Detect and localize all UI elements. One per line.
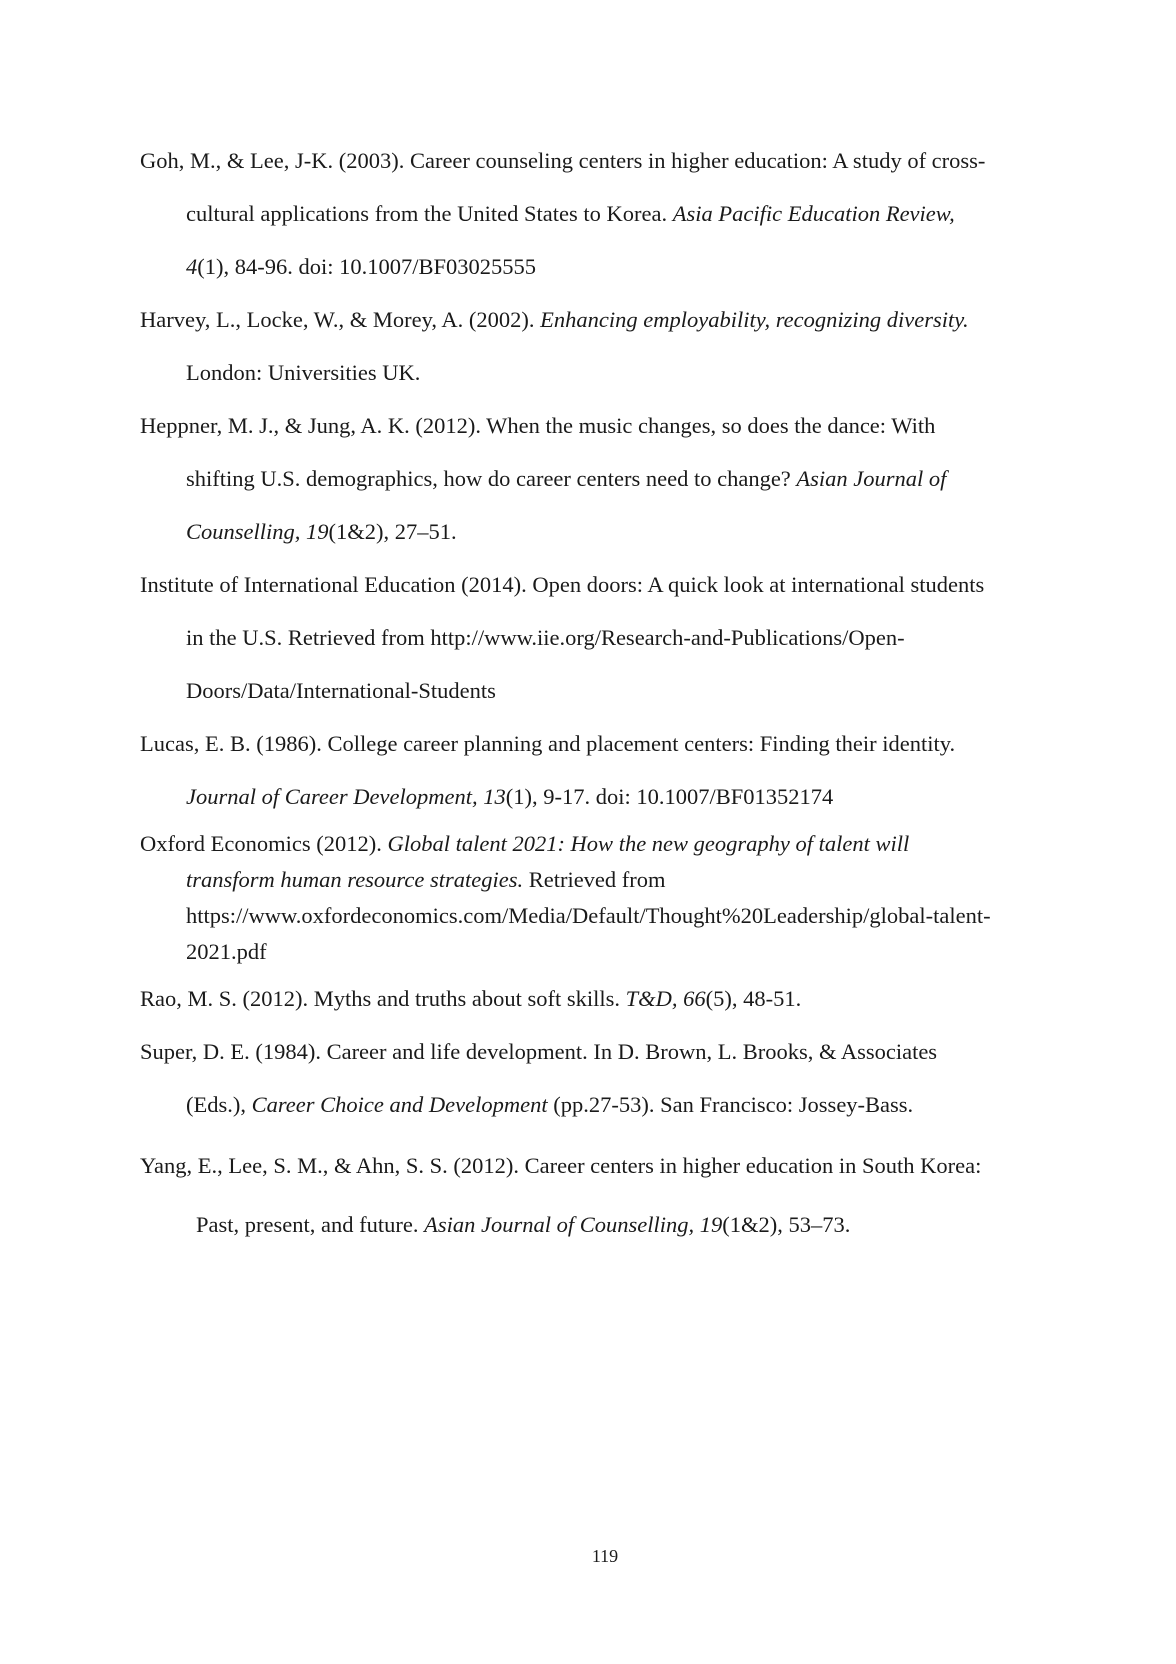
reference-line: Doors/Data/International-Students [186,678,496,703]
book-title: Enhancing employability, recognizing diversity. [540,307,969,332]
journal-title: Asian Journal of [796,466,947,491]
reference-line: in the U.S. Retrieved from http://www.iie.org/Research-and-Publications/Open- [186,625,905,650]
reference-line: Heppner, M. J., & Jung, A. K. (2012). When the music changes, so does the dance: With [140,413,936,438]
reference-line: Yang, E., Lee, S. M., & Ahn, S. S. (2012). Career centers in higher education in South Korea: [140,1153,982,1178]
reference-line: Institute of International Education (2014). Open doors: A quick look at international students [140,572,985,597]
reference-line: Lucas, E. B. (1986). College career planning and placement centers: Finding their identity. [140,731,956,756]
reference-line: https://www.oxfordeconomics.com/Media/Default/Thought%20Leadership/global-talent- [186,903,991,928]
reference-line: shifting U.S. demographics, how do career centers need to change? Asian Journal of [186,466,947,491]
report-title: transform human resource strategies. [186,867,524,892]
journal-title: Counselling, 19 [186,519,329,544]
book-title: Career Choice and Development [251,1092,548,1117]
report-title: Global talent 2021: How the new geography of talent will [387,831,910,856]
reference-line: transform human resource strategies. Retrieved from [186,867,666,892]
reference-line: London: Universities UK. [186,360,421,385]
reference-line: cultural applications from the United States to Korea. Asia Pacific Education Review, [186,201,955,226]
reference-line: Super, D. E. (1984). Career and life development. In D. Brown, L. Brooks, & Associates [140,1039,938,1064]
journal-title: T&D, 66 [625,986,706,1011]
volume-number: 4 [186,254,198,279]
journal-title: Asian Journal of Counselling, 19 [424,1212,723,1237]
reference-line: 2021.pdf [186,939,267,964]
journal-title: Asia Pacific Education Review, [672,201,955,226]
reference-line: Journal of Career Development, 13(1), 9-17. doi: 10.1007/BF01352174 [186,784,834,809]
reference-line: Past, present, and future. Asian Journal of Counselling, 19(1&2), 53–73. [196,1212,851,1237]
reference-line: Goh, M., & Lee, J-K. (2003). Career counseling centers in higher education: A study of cross- [140,148,986,173]
journal-title: Journal of Career Development, 13 [186,784,506,809]
page-number: 119 [591,1546,619,1566]
reference-line: 4(1), 84-96. doi: 10.1007/BF03025555 [186,254,537,279]
reference-line: Counselling, 19(1&2), 27–51. [186,519,457,544]
reference-line: (Eds.), Career Choice and Development (pp.27-53). San Francisco: Jossey-Bass. [186,1092,914,1117]
reference-line: Rao, M. S. (2012). Myths and truths about soft skills. T&D, 66(5), 48-51. [140,986,802,1011]
reference-line: Harvey, L., Locke, W., & Morey, A. (2002). Enhancing employability, recognizing diversity. [140,307,969,332]
reference-line: Oxford Economics (2012). Global talent 2021: How the new geography of talent will [140,831,910,856]
